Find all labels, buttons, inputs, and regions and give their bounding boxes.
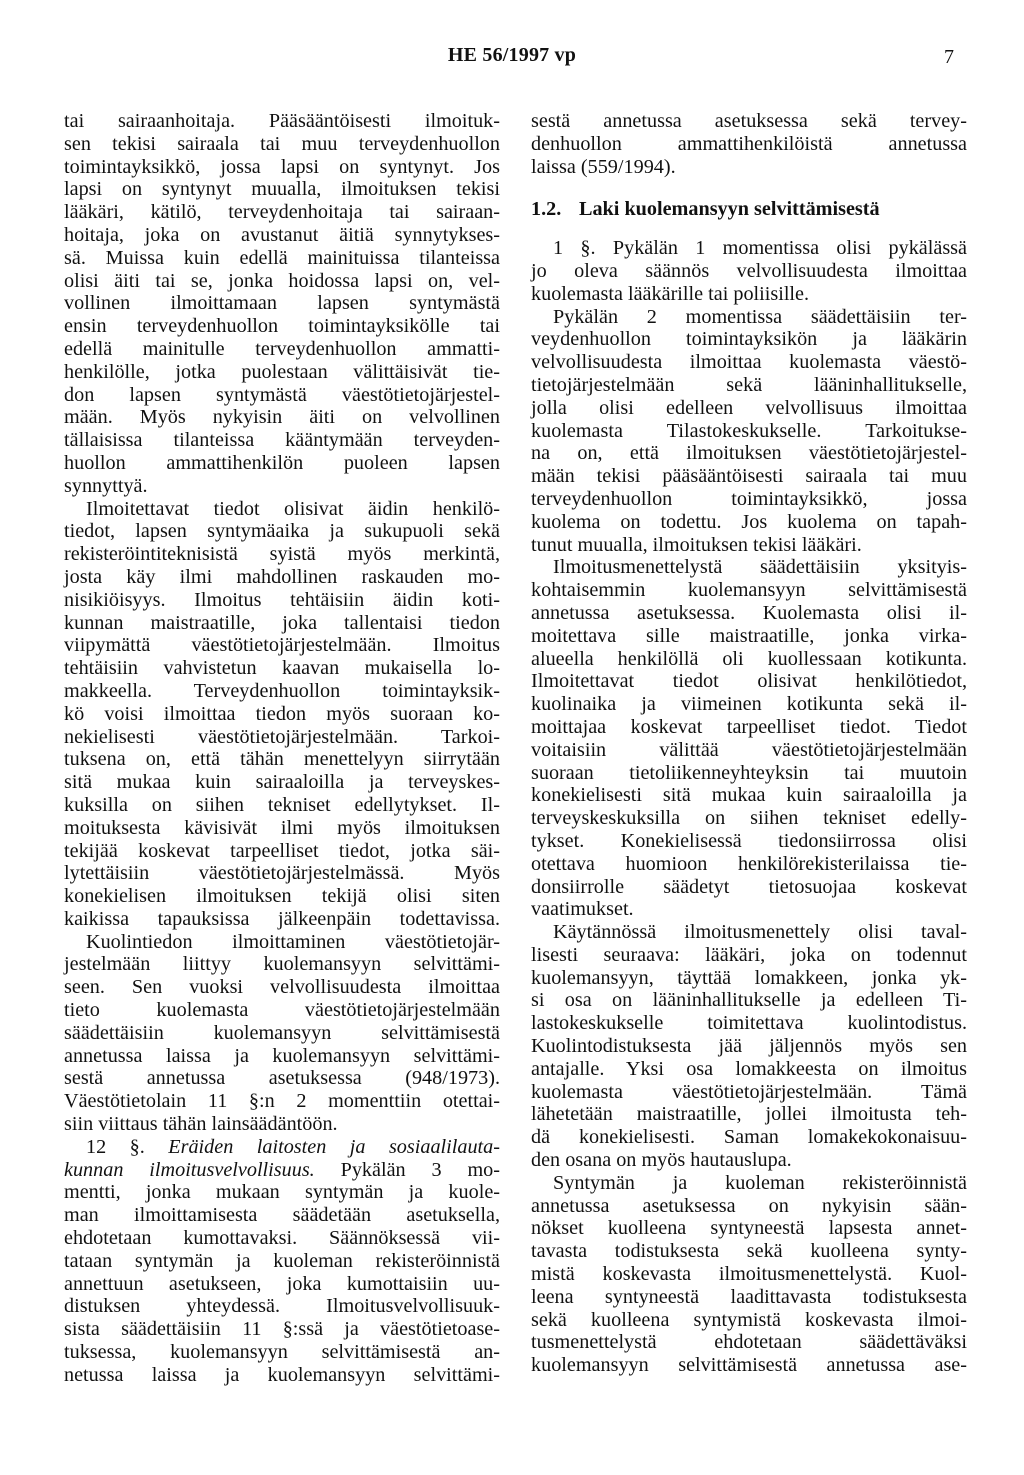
text-line: donsiirrolle säädetyt tietosuojaa koskevat <box>531 875 967 898</box>
text-line: makkeella. Terveydenhuollon toimintayksik- <box>64 679 500 702</box>
text-line: sestä annetussa asetuksessa (948/1973). <box>64 1067 500 1090</box>
text-line: Ilmoitettavat tiedot olisivat henkilötiedot, <box>531 670 967 693</box>
text-line: moitettava sille maistraatille, jonka virka- <box>531 624 967 647</box>
text-line: 12 §. Eräiden laitosten ja sosiaalilauta- <box>86 1135 500 1158</box>
text-line: nökset kuolleena syntyneestä lapsesta annet- <box>531 1217 967 1240</box>
text-line: tataan syntymän ja kuoleman rekisteröinnistä <box>64 1249 500 1272</box>
right-column-body <box>531 237 967 1377</box>
text-line: kaikissa tapauksissa jälkeenpäin todettavissa. <box>64 907 500 930</box>
right-text-column <box>531 110 967 1377</box>
text-line: den osana on myös hautauslupa. <box>531 1149 792 1172</box>
text-line: tuksessa, kuolemansyyn selvittämisestä an- <box>64 1341 500 1364</box>
page-number: 7 <box>944 46 954 68</box>
text-line: ensin terveydenhuollon toimintayksikölle tai <box>64 315 500 338</box>
text-line: mään. Myös nykyisin äiti on velvollinen <box>64 406 500 429</box>
text-line: lastokeskukselle toimitettava kuolintodistus. <box>531 1012 967 1035</box>
right-column-continuation <box>531 110 967 178</box>
text-line: sista säädettäisiin 11 §:ssä ja väestötietoase- <box>64 1318 500 1341</box>
text-line: vollinen ilmoittamaan lapsen syntymästä <box>64 292 500 315</box>
text-line: tykset. Konekielisessä tiedonsiirrossa olisi <box>531 829 967 852</box>
text-line: kuolemansyyn, täyttää lomakkeen, jonka yk- <box>531 966 967 989</box>
text-line: otettava huomioon henkilörekisterilaissa tie- <box>531 852 967 875</box>
text-line: kuolemasta väestötietojärjestelmään. Tämä <box>531 1080 967 1103</box>
text-line: tieto kuolemasta väestötietojärjestelmään <box>64 999 500 1022</box>
text-line: viipymättä väestötietojärjestelmään. Ilmoitus <box>64 634 500 657</box>
text-line: tunut muualla, ilmoituksen tekisi lääkäri. <box>531 533 862 556</box>
text-line: annetussa laissa ja kuolemansyyn selvittämi- <box>64 1044 500 1067</box>
text-line: Väestötietolain 11 §:n 2 momenttiin otettai- <box>64 1090 500 1113</box>
text-line: mistä koskevasta ilmoitusmenettelystä. Kuol- <box>531 1263 967 1286</box>
text-line: moittajaa koskevat tarpeelliset tiedot. Tiedot <box>531 715 967 738</box>
text-line: jolla olisi edelleen velvollisuus ilmoittaa <box>531 396 967 419</box>
text-line: lisesti seuraava: lääkäri, joka on todennut <box>531 943 967 966</box>
text-line: tekijää koskevat tarpeelliset tiedot, jotka säi- <box>64 839 500 862</box>
text-line: kohtaisemmin kuolemansyyn selvittämisestä <box>531 579 967 602</box>
text-line: tietojärjestelmään sekä lääninhallitukselle, <box>531 373 967 396</box>
text-line: ehdotetaan kumottavaksi. Säännöksessä vii- <box>64 1227 500 1250</box>
text-line: na on, että ilmoituksen väestötietojärjestel- <box>531 442 967 465</box>
text-line: sitä mukaa kuin sairaaloilla ja terveyskes- <box>64 771 500 794</box>
text-line: tiedot, lapsen syntymäaika ja sukupuoli sekä <box>64 520 500 543</box>
section-heading <box>531 198 967 221</box>
text-line: si osa on lääninhallitukselle ja edelleen Ti- <box>531 989 967 1012</box>
page-header-title: HE 56/1997 vp <box>447 44 577 66</box>
text-line: säädettäisiin kuolemansyyn selvittämisestä <box>64 1021 500 1044</box>
text-line: leena syntyneestä laadittavasta todistuksesta <box>531 1285 967 1308</box>
text-line: kuolema on todettu. Jos kuolema on tapah- <box>531 510 967 533</box>
text-line: rekisteröintiteknisistä syistä myös merkintä, <box>64 543 500 566</box>
text-line: hoitaja, joka on avustanut äitiä synnytykses- <box>64 223 500 246</box>
text-line: 1 §. Pykälän 1 momentissa olisi pykälässä <box>553 237 967 260</box>
text-line: sestä annetussa asetuksessa sekä tervey- <box>531 110 967 132</box>
text-line: don lapsen syntymästä väestötietojärjestel- <box>64 383 500 406</box>
text-line: henkilölle, jotka puolestaan välittäisivät tie- <box>64 360 500 383</box>
text-line: kuolemansyyn selvittämisestä annetussa ase- <box>531 1354 967 1377</box>
text-line: tällaisissa tilanteissa kääntymään terveyden- <box>64 429 500 452</box>
text-line: edellä mainitulle terveydenhuollon ammatti- <box>64 337 500 360</box>
text-line: kunnan maistraatille, joka tallentaisi tiedon <box>64 611 500 634</box>
text-line: synnyttyä. <box>64 474 148 497</box>
text-line: voitaisiin välittää väestötietojärjestelmään <box>531 738 967 761</box>
text-line: josta käy ilmi mahdollinen raskauden mo- <box>64 565 500 588</box>
text-line: kuolemasta lääkärille tai poliisille. <box>531 282 810 305</box>
text-line: tai sairaanhoitaja. Pääsääntöisesti ilmoituk- <box>64 110 500 132</box>
text-line: lääkäri, kätilö, terveydenhoitaja tai sairaan- <box>64 201 500 224</box>
text-line: antajalle. Yksi osa lomakkeesta on ilmoitus <box>531 1057 967 1080</box>
text-line: konekielisen ilmoituksen tekijä olisi siten <box>64 885 500 908</box>
text-line: vaatimukset. <box>531 898 634 921</box>
text-line: moituksesta kävisivät ilmi myös ilmoituksen <box>64 816 500 839</box>
text-line: Ilmoitusmenettelystä säädettäisiin yksityis- <box>553 556 967 579</box>
text-line: olisi äiti tai se, jonka hoidossa lapsi on, vel- <box>64 269 500 292</box>
section-heading-title: Laki kuolemansyyn selvittämisestä <box>579 198 880 221</box>
text-line: alueella henkilöllä oli kuollessaan kotikunta. <box>531 647 967 670</box>
text-line: lapsi on syntynyt muualla, ilmoituksen tekisi <box>64 178 500 201</box>
text-line: kunnan ilmoitusvelvollisuus. Pykälän 3 mo- <box>64 1158 500 1181</box>
text-line: veydenhuollon toimintayksikön ja lääkärin <box>531 328 967 351</box>
text-line: netussa laissa ja kuolemansyyn selvittämi- <box>64 1363 500 1386</box>
text-line: terveyskeskuksilla on siihen tekniset edelly- <box>531 807 967 830</box>
text-line: sen tekisi sairaala tai muu terveydenhuollon <box>64 132 500 155</box>
text-line: Käytännössä ilmoitusmenettely olisi taval- <box>553 921 967 944</box>
text-line: toimintayksikkö, jossa lapsi on syntynyt. Jos <box>64 155 500 178</box>
text-line: annettuun asetukseen, joka kumottaisiin uu- <box>64 1272 500 1295</box>
text-line: tavasta todistuksesta sekä kuolleena synty- <box>531 1240 967 1263</box>
text-line: man ilmoittamisesta säädetään asetuksella, <box>64 1204 500 1227</box>
text-line: huollon ammattihenkilön puoleen lapsen <box>64 451 500 474</box>
text-line: Pykälän 2 momentissa säädettäisiin ter- <box>553 305 967 328</box>
text-line: nisikiöisyys. Ilmoitus tehtäisiin äidin koti- <box>64 588 500 611</box>
text-line: Syntymän ja kuoleman rekisteröinnistä <box>553 1171 967 1194</box>
text-line: tuksena on, että tähän menettelyyn siirrytään <box>64 748 500 771</box>
text-line: Kuolintodistuksesta jää jäljennös myös sen <box>531 1035 967 1058</box>
text-line: siin viittaus tähän lainsäädäntöön. <box>64 1113 338 1136</box>
text-line: dä konekielisesti. Saman lomakekokonaisuu- <box>531 1126 967 1149</box>
text-line: nekielisesti väestötietojärjestelmään. Tarkoi- <box>64 725 500 748</box>
left-text-column <box>64 110 500 1387</box>
text-line: kö voisi ilmoittaa tiedon myös suoraan ko- <box>64 702 500 725</box>
text-line: kuolemasta Tilastokeskukselle. Tarkoitukse- <box>531 419 967 442</box>
text-line: tehtäisiin vahvistetun kaavan mukaisella lo- <box>64 657 500 680</box>
text-line: kuksilla on siihen tekniset edellytykset. Il- <box>64 793 500 816</box>
text-line: seen. Sen vuoksi velvollisuudesta ilmoittaa <box>64 976 500 999</box>
text-line: Kuolintiedon ilmoittaminen väestötietojär- <box>86 930 500 953</box>
text-line: denhuollon ammattihenkilöistä annetussa <box>531 132 967 155</box>
text-line: velvollisuudesta ilmoittaa kuolemasta väestö- <box>531 351 967 374</box>
text-line: annetussa asetuksessa on nykyisin sään- <box>531 1194 967 1217</box>
text-line: tusmenettelystä ehdotetaan säädettäväksi <box>531 1331 967 1354</box>
text-line: konekielisesti sitä mukaa kuin sairaaloilla ja <box>531 784 967 807</box>
text-line: jestelmään liittyy kuolemansyyn selvittämi- <box>64 953 500 976</box>
text-line: jo oleva säännös velvollisuudesta ilmoittaa <box>531 259 967 282</box>
section-heading-number: 1.2. <box>531 198 562 221</box>
text-line: lytettäisiin väestötietojärjestelmässä. Myös <box>64 862 500 885</box>
text-line: kuolinaika ja viimeinen kotikunta sekä il- <box>531 693 967 716</box>
text-line: annetussa asetuksessa. Kuolemasta olisi il- <box>531 601 967 624</box>
text-line: mään tekisi pääsääntöisesti sairaala tai muu <box>531 465 967 488</box>
text-line: laissa (559/1994). <box>531 155 676 178</box>
text-line: distuksen yhteydessä. Ilmoitusvelvollisuuk- <box>64 1295 500 1318</box>
text-line: suoraan tietoliikenneyhteyksin tai muutoin <box>531 761 967 784</box>
text-line: sekä kuolleena syntymistä koskevasta ilmoi- <box>531 1308 967 1331</box>
text-line: mentti, jonka mukaan syntymän ja kuole- <box>64 1181 500 1204</box>
text-line: lähetetään maistraatille, jollei ilmoitusta teh- <box>531 1103 967 1126</box>
text-line: terveydenhuollon toimintayksikkö, jossa <box>531 487 967 510</box>
text-line: sä. Muissa kuin edellä mainituissa tilanteissa <box>64 246 500 269</box>
text-line: Ilmoitettavat tiedot olisivat äidin henkilö- <box>86 497 500 520</box>
